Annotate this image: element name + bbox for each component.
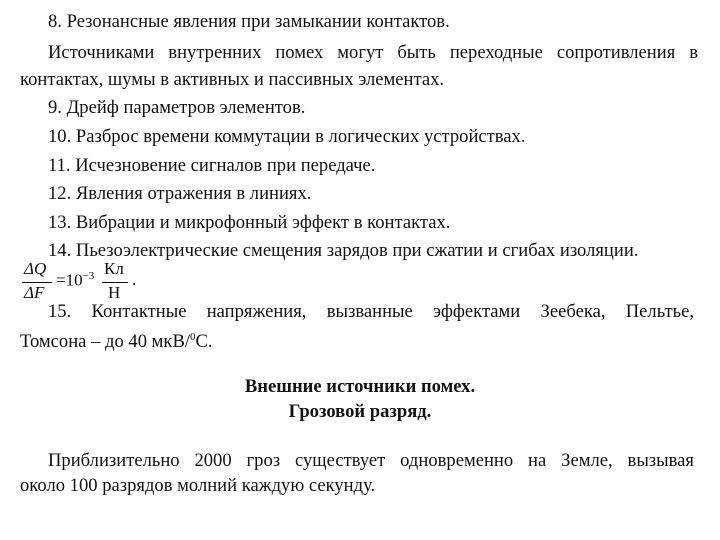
formula-equals-value: =10	[56, 270, 83, 290]
formula-denominator: ΔF	[24, 283, 45, 302]
section-heading-line2: Грозовой разряд.	[288, 401, 432, 422]
list-item-15-unit: С.	[195, 331, 213, 353]
formula-charge-ratio	[20, 257, 160, 305]
list-item-12: 12. Явления отражения в линиях.	[48, 183, 312, 204]
list-item-11: 11. Исчезновение сигналов при передаче.	[48, 155, 376, 176]
formula-period: .	[132, 270, 137, 289]
list-item-15-text: Томсона – до 40 мкВ/	[20, 331, 191, 353]
list-item-15-line2	[20, 326, 720, 353]
paragraph-internal-sources-line2: контактах, шумы в активных и пассивных элементах.	[20, 69, 445, 90]
list-item-9: 9. Дрейф параметров элементов.	[48, 97, 306, 118]
list-item-8: 8. Резонансные явления при замыкании контактов.	[48, 11, 450, 32]
formula-exponent: −3	[82, 270, 95, 282]
list-item-14: 14. Пьезоэлектрические смещения зарядов при сжатии и сгибах изоляции.	[48, 240, 639, 261]
formula-equals	[56, 270, 94, 291]
paragraph-internal-sources-line1: Источниками внутренних помех могут быть переходные сопротивления в	[48, 42, 698, 63]
degree-superscript: 0	[190, 331, 196, 343]
formula-numerator: ΔQ	[24, 259, 47, 278]
formula-unit-numerator: Кл	[104, 259, 124, 278]
paragraph-thunderstorms-line1: Приблизительно 2000 гроз существует одновременно на Земле, вызывая	[48, 450, 694, 471]
list-item-13: 13. Вибрации и микрофонный эффект в контактах.	[48, 212, 451, 233]
list-item-15-line1: 15. Контактные напряжения, вызванные эффектами Зеебека, Пельтье,	[48, 301, 694, 322]
formula-unit-denominator: Н	[108, 283, 121, 302]
section-heading-line1: Внешние источники помех.	[244, 376, 476, 397]
paragraph-thunderstorms-line2: около 100 разрядов молний каждую секунду.	[20, 475, 376, 496]
list-item-10: 10. Разброс времени коммутации в логических устройствах.	[48, 126, 526, 147]
